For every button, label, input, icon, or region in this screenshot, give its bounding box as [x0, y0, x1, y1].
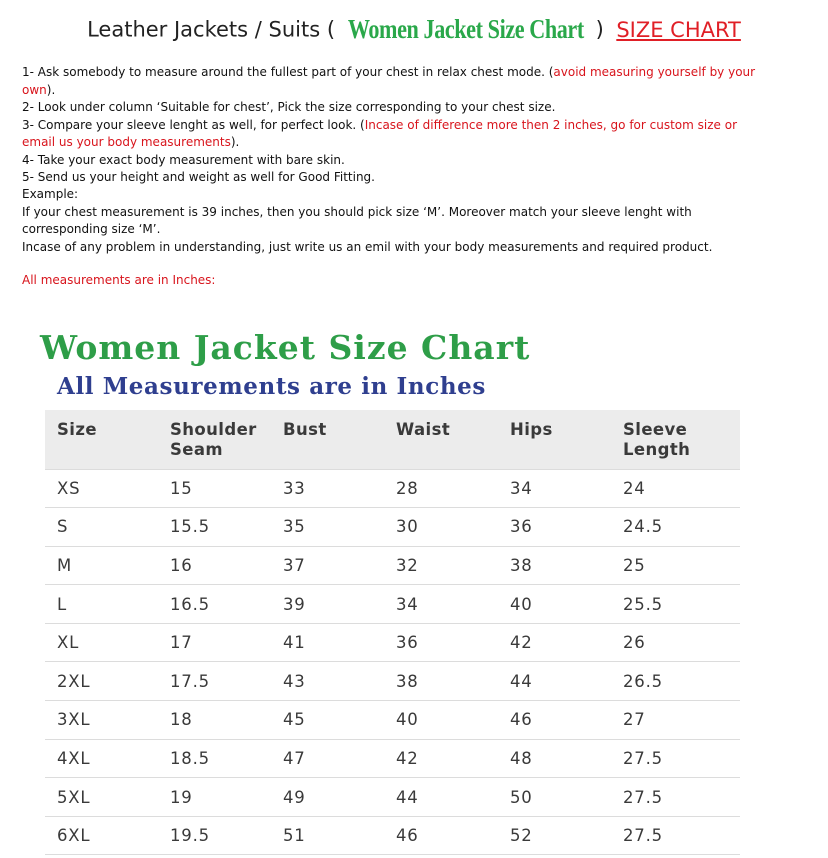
size-chart-link[interactable]: SIZE CHART	[616, 17, 741, 42]
cell-hips: 36	[498, 508, 611, 547]
cell-size: 2XL	[45, 662, 158, 701]
cell-sleeve-length: 27.5	[611, 778, 740, 817]
cell-hips: 34	[498, 469, 611, 508]
instruction-2: 2- Look under column ‘Suitable for chest’, Pick the size corresponding to your chest size.	[22, 100, 556, 114]
example-heading: Example:	[22, 187, 79, 201]
cell-size: M	[45, 546, 158, 585]
cell-sleeve-length: 24	[611, 469, 740, 508]
cell-waist: 34	[384, 585, 498, 624]
cell-bust: 43	[271, 662, 384, 701]
cell-waist: 36	[384, 623, 498, 662]
instruction-3-text: 3- Compare your sleeve lenght as well, for perfect look. (	[22, 117, 365, 132]
header-brand-title: Women Jacket Size Chart	[347, 14, 584, 44]
cell-sleeve-length: 26	[611, 623, 740, 662]
cell-size: XS	[45, 469, 158, 508]
table-row	[45, 585, 740, 624]
example-text-1: If your chest measurement is 39 inches, then you should pick size ‘M’. Moreover match your sleeve lenght with corresponding size ‘M’.	[22, 204, 692, 236]
instruction-3	[22, 117, 762, 152]
cell-waist: 30	[384, 508, 498, 547]
cell-waist: 32	[384, 546, 498, 585]
table-row	[45, 778, 740, 817]
cell-shoulder-seam: 16.5	[158, 585, 271, 624]
header-shoulder-seam: Shoulder Seam	[170, 420, 257, 459]
header-suffix: )	[595, 17, 604, 42]
instruction-1-end: ).	[46, 82, 56, 97]
cell-hips: 52	[498, 816, 611, 855]
cell-bust: 45	[271, 701, 384, 740]
cell-shoulder-seam: 15	[158, 469, 271, 508]
cell-waist: 44	[384, 778, 498, 817]
cell-waist: 46	[384, 816, 498, 855]
cell-shoulder-seam: 17	[158, 623, 271, 662]
cell-hips: 44	[498, 662, 611, 701]
cell-hips: 42	[498, 623, 611, 662]
header-sleeve-length: Sleeve Length	[623, 420, 691, 459]
table-row	[45, 662, 740, 701]
cell-hips: 46	[498, 701, 611, 740]
cell-hips: 50	[498, 778, 611, 817]
instruction-3-end: ).	[230, 135, 240, 149]
cell-shoulder-seam: 16	[158, 546, 271, 585]
instruction-5: 5- Send us your height and weight as well for Good Fitting.	[22, 170, 375, 184]
table-body	[45, 469, 740, 855]
cell-bust: 47	[271, 739, 384, 778]
cell-waist: 38	[384, 662, 498, 701]
instruction-3-warning: Incase of difference more then 2 inches, go for custom size or email us your body measurements	[22, 117, 738, 149]
header-waist: Waist	[396, 420, 451, 439]
cell-bust: 39	[271, 585, 384, 624]
cell-size: 5XL	[45, 778, 158, 817]
page-header	[0, 14, 828, 45]
cell-hips: 38	[498, 546, 611, 585]
cell-shoulder-seam: 18.5	[158, 739, 271, 778]
header-hips: Hips	[510, 420, 553, 439]
table-row	[45, 546, 740, 585]
table-row	[45, 816, 740, 855]
cell-sleeve-length: 27.5	[611, 739, 740, 778]
cell-shoulder-seam: 19.5	[158, 816, 271, 855]
header-size: Size	[57, 420, 97, 439]
instruction-1-warning: avoid measuring yourself by your own	[22, 65, 756, 97]
cell-bust: 33	[271, 469, 384, 508]
instruction-1	[22, 64, 762, 99]
chart-subtitle: All Measurements are in Inches	[57, 373, 486, 400]
cell-shoulder-seam: 17.5	[158, 662, 271, 701]
cell-bust: 49	[271, 778, 384, 817]
cell-sleeve-length: 26.5	[611, 662, 740, 701]
instruction-4: 4- Take your exact body measurement with bare skin.	[22, 152, 345, 167]
cell-size: XL	[45, 623, 158, 662]
table-row	[45, 739, 740, 778]
cell-bust: 35	[271, 508, 384, 547]
cell-bust: 37	[271, 546, 384, 585]
cell-size: L	[45, 585, 158, 624]
cell-size: 4XL	[45, 739, 158, 778]
table-row	[45, 469, 740, 508]
cell-shoulder-seam: 19	[158, 778, 271, 817]
cell-size: 6XL	[45, 816, 158, 855]
header-bust: Bust	[283, 420, 327, 439]
cell-sleeve-length: 27	[611, 701, 740, 740]
cell-size: 3XL	[45, 701, 158, 740]
cell-hips: 40	[498, 585, 611, 624]
table-header-row	[45, 410, 740, 469]
table-row	[45, 623, 740, 662]
table-row	[45, 508, 740, 547]
cell-sleeve-length: 24.5	[611, 508, 740, 547]
cell-sleeve-length: 27.5	[611, 816, 740, 855]
example-text-2: Incase of any problem in understanding, just write us an emil with your body measurements and required product.	[22, 239, 713, 254]
cell-hips: 48	[498, 739, 611, 778]
cell-bust: 51	[271, 816, 384, 855]
instructions-list	[22, 64, 762, 187]
header-prefix: Leather Jackets / Suits (	[87, 17, 336, 42]
cell-bust: 41	[271, 623, 384, 662]
size-chart-table	[45, 410, 740, 855]
cell-size: S	[45, 508, 158, 547]
cell-waist: 42	[384, 739, 498, 778]
measurement-units-note: All measurements are in Inches:	[22, 273, 216, 287]
chart-title: Women Jacket Size Chart	[40, 328, 531, 367]
cell-waist: 40	[384, 701, 498, 740]
cell-sleeve-length: 25.5	[611, 585, 740, 624]
example-section	[22, 186, 762, 256]
cell-shoulder-seam: 18	[158, 701, 271, 740]
cell-shoulder-seam: 15.5	[158, 508, 271, 547]
instruction-1-text: 1- Ask somebody to measure around the fullest part of your chest in relax chest mode. (	[22, 65, 554, 79]
cell-sleeve-length: 25	[611, 546, 740, 585]
cell-waist: 28	[384, 469, 498, 508]
table-row	[45, 701, 740, 740]
